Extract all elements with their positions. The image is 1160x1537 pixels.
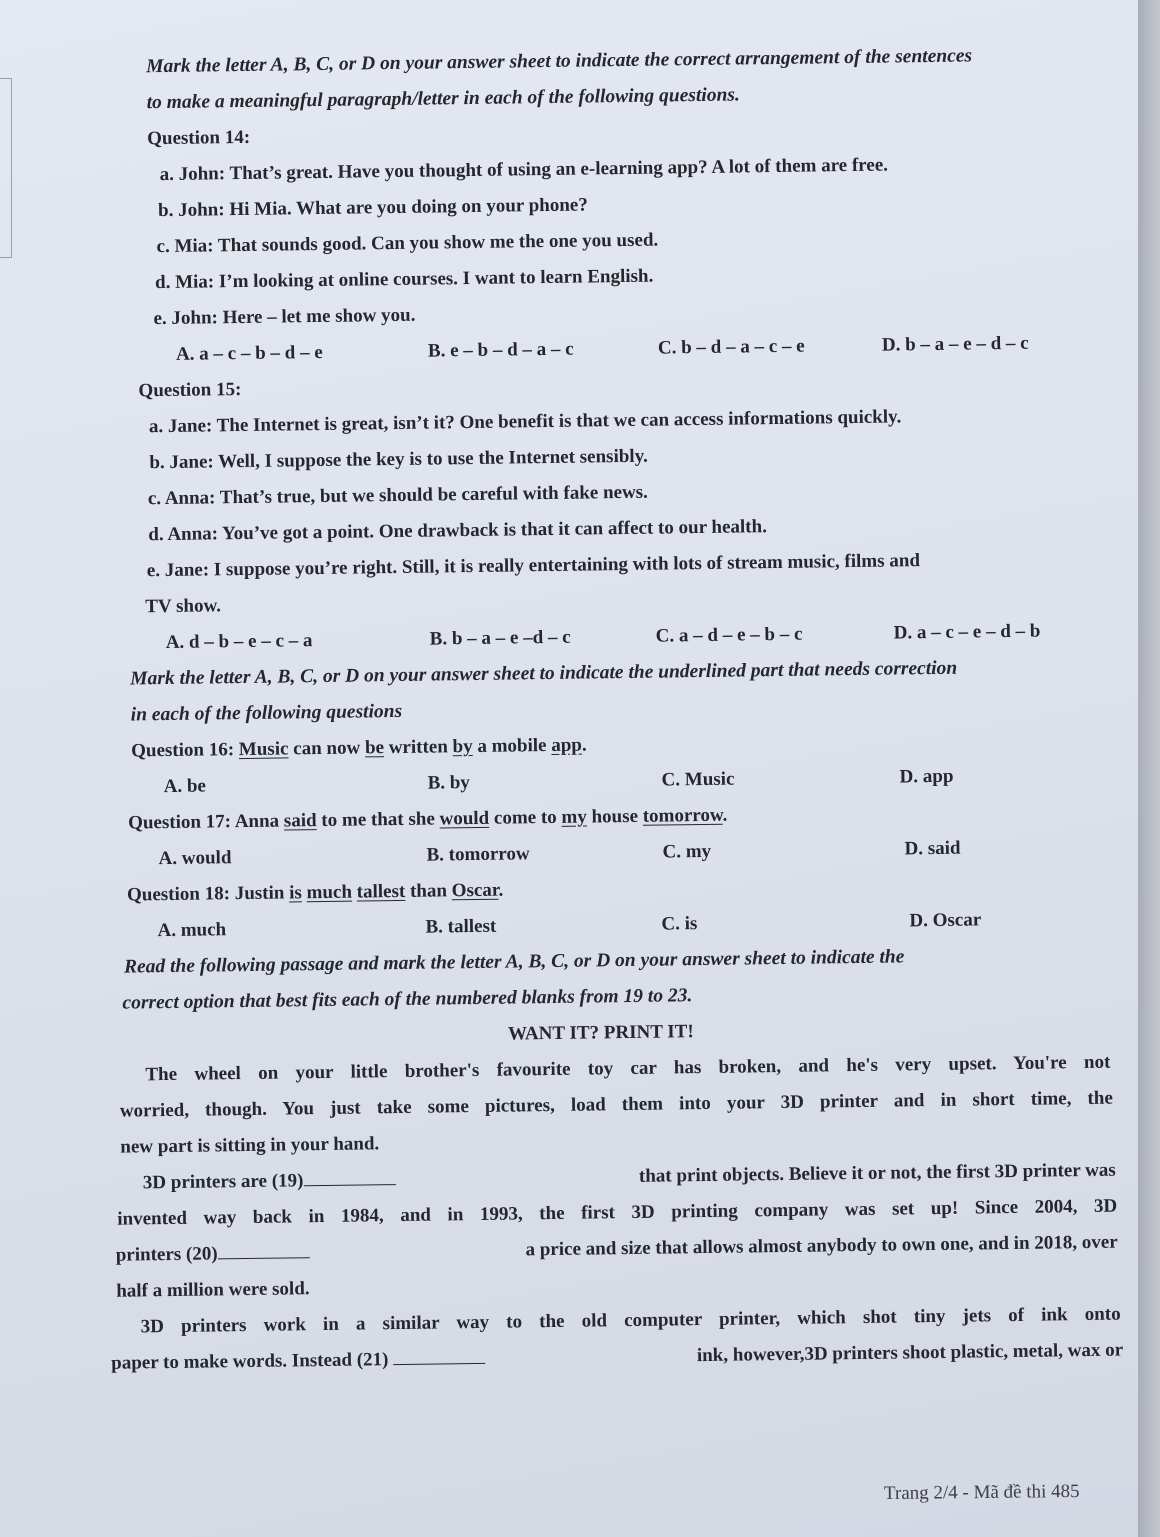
q18-option-d[interactable]: D. Oscar (909, 909, 982, 932)
q17-label: Question 17: (127, 811, 232, 834)
q16-underlined-be: be (364, 737, 385, 759)
passage-p3-line-1: 3D printers work in a similar way to the old computer printer, which shot tiny jets of ink onto (140, 1303, 1121, 1338)
q15-option-d[interactable]: D. a – c – e – d – b (893, 620, 1041, 644)
q18-underlined-tallest: tallest (356, 880, 406, 903)
q16-underlined-music: Music (238, 738, 289, 761)
q18-text: Justin (229, 882, 290, 905)
q16-option-a[interactable]: A. be (163, 775, 207, 798)
q18-option-c[interactable]: C. is (661, 913, 698, 935)
q15-option-a[interactable]: A. d – b – e – c – a (165, 630, 313, 654)
q15-line-e: e. Jane: I suppose you’re right. Still, it is really entertaining with lots of stream music, films and (146, 550, 921, 582)
q14-line-b: b. John: Hi Mia. What are you doing on your phone? (157, 194, 588, 222)
page-footer: Trang 2/4 - Mã đề thi 485 (883, 1480, 1080, 1505)
q18-underlined-much: much (306, 881, 353, 904)
passage-p1-line-1: The wheel on your little brother's favourite toy car has broken, and he's very upset. You're not (145, 1051, 1111, 1086)
q17-text: house (586, 805, 643, 828)
q17-option-c[interactable]: C. my (662, 840, 712, 863)
q14-line-a: a. John: That’s great. Have you thought of using an e-learning app? A lot of them are free. (159, 154, 889, 186)
instruction-correction-line-2: in each of the following questions (130, 700, 403, 726)
passage-p1-line-3: new part is sitting in your hand. (120, 1133, 380, 1158)
blank-20[interactable] (217, 1239, 309, 1259)
passage-p1-line-2: worried, though. You just take some pictures, load them into your 3D printer and in short time, the (119, 1087, 1113, 1122)
passage-p2-part (143, 1162, 396, 1201)
passage-p3-part (111, 1341, 485, 1382)
q14-label: Question 14: (147, 126, 251, 150)
q15-line-c: c. Anna: That’s true, but we should be careful with fake news. (147, 481, 649, 510)
q16-underlined-by: by (452, 736, 473, 758)
q14-option-b[interactable]: B. e – b – d – a – c (427, 338, 574, 362)
blank-19[interactable] (303, 1166, 395, 1186)
passage-p2-part (116, 1235, 310, 1274)
q16-text: . (581, 734, 587, 756)
q14-option-a[interactable]: A. a – c – b – d – e (175, 341, 323, 365)
q17-text: come to (489, 806, 562, 829)
q18-label: Question 18: (126, 883, 231, 906)
passage-p3-text: ink, however,3D printers shoot plastic, metal, wax or (696, 1339, 1124, 1367)
q16-label: Question 16: (131, 739, 235, 762)
q18-underlined-is: is (288, 882, 302, 904)
passage-p2-line-4: half a million were sold. (116, 1278, 310, 1302)
passage-p2-text: that print objects. Believe it or not, the first 3D printer was (638, 1159, 1116, 1187)
q17-text: Anna (230, 810, 284, 833)
q17-underlined-my: my (561, 806, 587, 828)
q14-line-d: d. Mia: I’m looking at online courses. I want to learn English. (154, 265, 654, 294)
q15-line-b: b. Jane: Well, I suppose the key is to use the Internet sensibly. (149, 445, 648, 474)
q16-option-b[interactable]: B. by (427, 772, 471, 794)
q16-option-d[interactable]: D. app (899, 765, 954, 788)
q17-underlined-tomorrow: tomorrow (642, 804, 723, 827)
q18-option-a[interactable]: A. much (157, 919, 227, 942)
instruction-arrangement-line-1: Mark the letter A, B, C, or D on your answer sheet to indicate the correct arrangement of the sentences (146, 45, 973, 78)
q17-option-a[interactable]: A. would (158, 847, 232, 870)
passage-p2-text: a price and size that allows almost anybody to own one, and in 2018, over (525, 1231, 1118, 1261)
instruction-passage-line-1: Read the following passage and mark the letter A, B, C, or D on your answer sheet to indicate the (123, 946, 905, 978)
q17-text: to me that she (316, 808, 440, 832)
q14-option-d[interactable]: D. b – a – e – d – c (881, 332, 1029, 356)
q16-option-c[interactable]: C. Music (661, 768, 735, 791)
q17-option-b[interactable]: B. tomorrow (426, 843, 530, 866)
q15-option-c[interactable]: C. a – d – e – b – c (655, 623, 803, 647)
q17-text: . (722, 804, 728, 826)
q18-underlined-oscar: Oscar (451, 879, 499, 902)
q18-text: . (498, 879, 504, 901)
q15-line-a: a. Jane: The Internet is great, isn’t it? One benefit is that we can access informations quickly. (148, 406, 902, 438)
q16-underlined-app: app (551, 734, 583, 756)
passage-title: WANT IT? PRINT IT! (507, 1021, 694, 1045)
q15-line-e-cont: TV show. (145, 595, 222, 618)
q17-underlined-would: would (439, 807, 490, 830)
passage-p2-line-2: invented way back in 1984, and in 1993, the first 3D printing company was set up! Since 2004, 3D (117, 1195, 1118, 1230)
instruction-passage-line-2: correct option that best fits each of the numbered blanks from 19 to 23. (122, 985, 693, 1014)
margin-mark (0, 78, 12, 258)
q15-option-b[interactable]: B. b – a – e –d – c (429, 626, 571, 650)
instruction-arrangement-line-2: to make a meaningful paragraph/letter in each of the following questions. (146, 84, 740, 114)
q17-option-d[interactable]: D. said (904, 837, 961, 860)
blank-21[interactable] (393, 1345, 485, 1365)
q14-line-e: e. John: Here – let me show you. (153, 304, 416, 330)
q16-text: a mobile (472, 734, 552, 758)
exam-content (88, 37, 1130, 1382)
passage-p2-text: 3D printers are (19) (142, 1170, 304, 1194)
q14-option-c[interactable]: C. b – d – a – c – e (657, 335, 805, 359)
q15-line-d: d. Anna: You’ve got a point. One drawback is that it can affect to our health. (148, 516, 768, 546)
q16-text: written (383, 736, 453, 759)
q16-text: can now (288, 737, 366, 760)
q14-line-c: c. Mia: That sounds good. Can you show me the one you used. (156, 229, 659, 258)
passage-p3-text: paper to make words. Instead (21) (111, 1349, 394, 1374)
instruction-correction-line-1: Mark the letter A, B, C, or D on your answer sheet to indicate the underlined part that needs correction (130, 657, 958, 690)
q15-label: Question 15: (138, 379, 242, 402)
q18-text: than (405, 880, 452, 902)
passage-p2-text: printers (20) (115, 1243, 218, 1266)
q17-underlined-said: said (283, 810, 317, 832)
q18-option-b[interactable]: B. tallest (425, 915, 497, 938)
